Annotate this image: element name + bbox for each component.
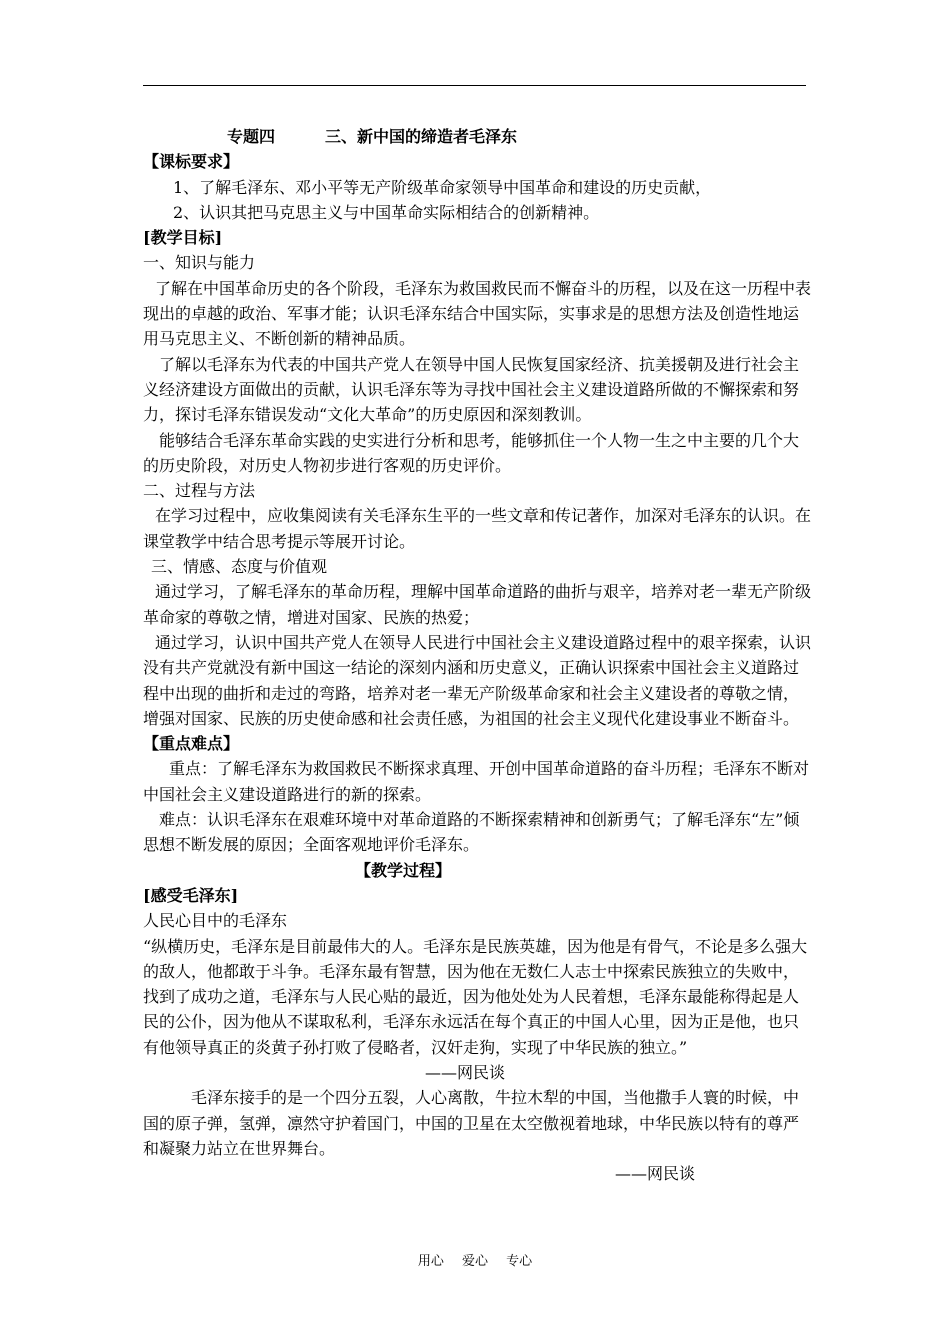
- guocheng-heading: 二、过程与方法: [143, 481, 256, 501]
- zhongdian-paragraph: 重点：了解毛泽东为救国救民不断探求真理、开创中国革命道路的奋斗历程；毛泽东不断对中国社会主义建设道路进行的新的探索。: [143, 759, 810, 804]
- qinggan-paragraph-1: 通过学习，了解毛泽东的革命历程，理解中国革命道路的曲折与艰辛，培养对老一辈无产阶级革命家的尊敬之情，增进对国家、民族的热爱；: [143, 582, 812, 627]
- zhishi-heading: 一、知识与能力: [143, 253, 256, 273]
- zhishi-paragraph-1: 了解在中国革命历史的各个阶段，毛泽东为救国救民而不懈奋斗的历程，以及在这一历程中表现出的卓越的政治、军事才能；认识毛泽东结合中国实际，实事求是的思想方法及创造性地运用马克思主义、不断创新的精神品质。: [143, 278, 812, 349]
- mubiao-heading: [教学目标]: [143, 228, 223, 248]
- document-title: [143, 124, 811, 149]
- process-heading: 【教学过程】: [355, 860, 452, 880]
- page-footer: 用心 爱心 专心: [417, 1254, 533, 1269]
- header-rule: [143, 85, 806, 86]
- minxin-heading: 人民心目中的毛泽东: [143, 911, 288, 931]
- ganshou-heading: [感受毛泽东]: [143, 885, 239, 905]
- quote-1-source: ——网民谈: [425, 1062, 506, 1082]
- guocheng-paragraph: 在学习过程中，应收集阅读有关毛泽东生平的一些文章和传记著作，加深对毛泽东的认识。在课堂教学中结合思考提示等展开讨论。: [143, 506, 812, 551]
- kebiao-item-1: 1、了解毛泽东、邓小平等无产阶级革命家领导中国革命和建设的历史贡献，: [173, 177, 712, 197]
- quote-1: “纵横历史，毛泽东是目前最伟大的人。毛泽东是民族英雄，因为他是有骨气，不论是多么强大的敌人，他都敢于斗争。毛泽东最有智慧，因为他在无数仁人志士中探索民族独立的失败中，找到了成功之道，毛泽东与人民心贴的最近，因为他处处为人民着想，毛泽东最能称得起是人民的公仆，因为他从不谋取私利，毛泽东永远活在每个真正的中国人心里，因为正是他，也只有他领导真正的炎黄子孙打败了侵略者，汉奸走狗，实现了中华民族的独立。”: [143, 936, 808, 1057]
- qinggan-heading: 三、情感、态度与价值观: [151, 557, 328, 577]
- topic-label: 专题四: [227, 127, 276, 146]
- nandian-paragraph: 难点：认识毛泽东在艰难环境中对革命道路的不断探索精神和创新勇气；了解毛泽东“左”倾思想不断发展的原因；全面客观地评价毛泽东。: [143, 810, 800, 855]
- kebiao-heading: 【课标要求】: [143, 152, 240, 172]
- kebiao-item-2: 2、认识其把马克思主义与中国革命实际相结合的创新精神。: [173, 202, 600, 222]
- qinggan-paragraph-2: 通过学习，认识中国共产党人在领导人民进行中国社会主义建设道路过程中的艰辛探索，认识没有共产党就没有新中国这一结论的深刻内涵和历史意义，正确认识探索中国社会主义道路过程中出现的曲折和走过的弯路，培养对老一辈无产阶级革命家和社会主义建设者的尊敬之情，增强对国家、民族的历史使命感和社会责任感，为祖国的社会主义现代化建设事业不断奋斗。: [143, 632, 812, 728]
- quote-2-source: ——网民谈: [615, 1164, 696, 1184]
- zhongdian-heading: 【重点难点】: [143, 734, 240, 754]
- lesson-title: 三、新中国的缔造者毛泽东: [325, 127, 518, 146]
- document-body: [143, 124, 811, 1186]
- zhishi-paragraph-3: 能够结合毛泽东革命实践的史实进行分析和思考，能够抓住一个人物一生之中主要的几个大的历史阶段，对历史人物初步进行客观的历史评价。: [143, 430, 800, 475]
- zhishi-paragraph-2: 了解以毛泽东为代表的中国共产党人在领导中国人民恢复国家经济、抗美援朝及进行社会主义经济建设方面做出的贡献，认识毛泽东等为寻找中国社会主义建设道路所做的不懈探索和努力，探讨毛泽东错误发动“文化大革命”的历史原因和深刻教训。: [143, 354, 800, 425]
- quote-2: 毛泽东接手的是一个四分五裂，人心离散，牛拉木犁的中国，当他撒手人寰的时候，中国的原子弹，氢弹，凛然守护着国门，中国的卫星在太空傲视着地球，中华民族以特有的尊严和凝聚力站立在世界舞台。: [143, 1088, 800, 1158]
